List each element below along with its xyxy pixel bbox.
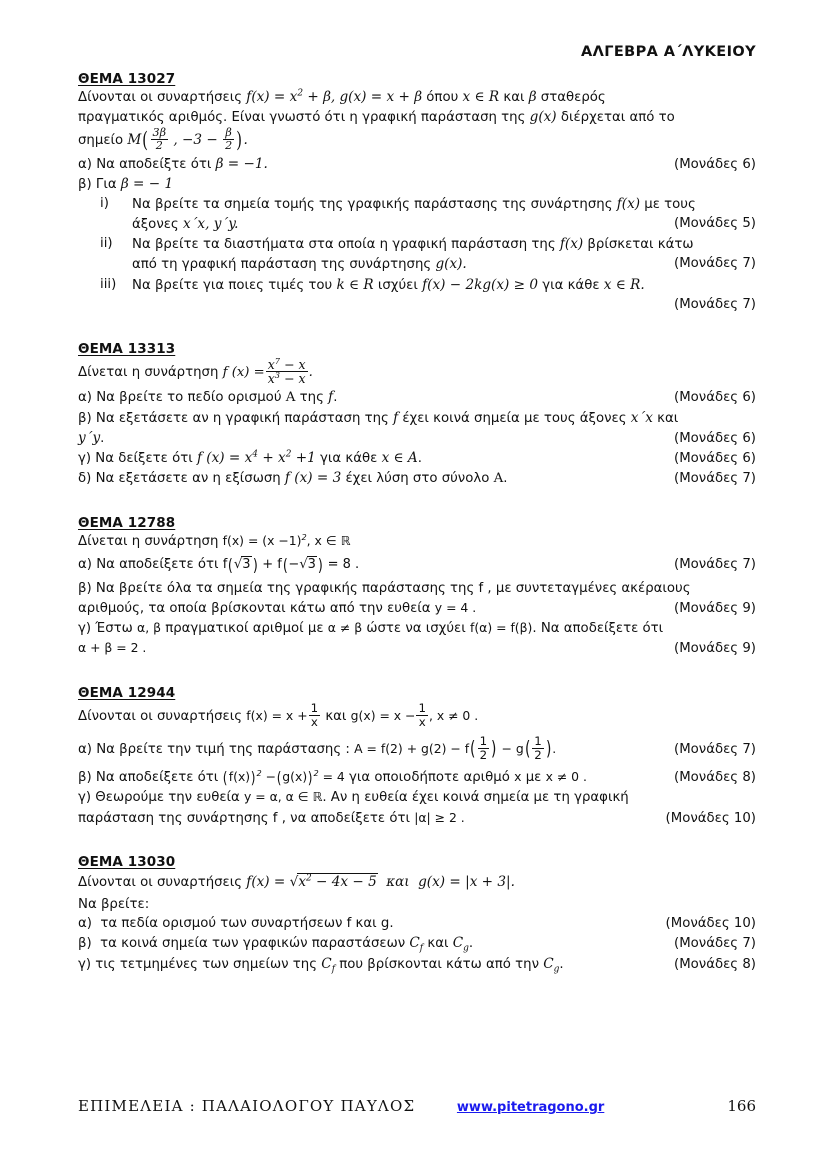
point-y-numerator: β: [225, 126, 232, 140]
roman-numeral: i): [100, 196, 109, 212]
reals-alpha-beta: α, β: [137, 619, 161, 635]
question-text: [78, 429, 104, 449]
sub-question-iii: [78, 276, 756, 296]
sub-text: για κάθε: [542, 277, 600, 293]
point-m-line: [78, 128, 756, 154]
curve-Cg-symbol: [543, 955, 560, 975]
point-x-numerator: 3β: [152, 126, 167, 140]
function-f-definition: $f(x) = (x -1)^2$, x ∈ ℝ: [222, 532, 351, 549]
axis-xx-symbol: x΄x: [630, 409, 653, 426]
item-text: .: [100, 430, 105, 446]
question-item-beta: [78, 934, 756, 954]
expression-A: A = f(2) + g(2) − f( $\frac{1}{2}$ ) − g( $\frac{1}{2}$ ).: [354, 734, 557, 762]
question-item-beta: [78, 768, 756, 788]
sub-text: με τους: [644, 197, 696, 213]
item-label: α): [78, 156, 92, 172]
question-item-beta: [78, 175, 756, 195]
theme-title: ΘΕΜΑ 12788: [78, 515, 176, 532]
sub-question-line-cont: [132, 215, 756, 235]
marks-label: (Μονάδες 10): [665, 915, 756, 931]
theme-statement: [78, 871, 756, 895]
item-text: Να αποδείξετε ότι: [95, 770, 219, 786]
footer-credit: ΕΠΙΜΕΛΕΙΑ : ΠΑΛΑΙΟΛΟΓΟΥ ΠΑΥΛΟΣ: [78, 1097, 416, 1115]
radicand: $x^2 - 4x - 5$: [298, 873, 377, 891]
function-f-definition: [246, 701, 321, 729]
curve-subscript: g: [463, 943, 469, 954]
fraction-numerator: 1: [534, 734, 542, 749]
function-f-expression: $f(x) = x^2 + \beta$,: [246, 88, 336, 105]
item-text: πραγματικοί αριθμοί με: [165, 620, 324, 636]
question-item-beta-cont: [78, 599, 756, 619]
item-text: για οποιοδήποτε αριθμό: [349, 770, 510, 786]
function-symbol: f: [393, 409, 399, 426]
footer-link-wrapper: [415, 1096, 716, 1115]
question-item-beta: [78, 580, 756, 599]
point-x-denominator: 2: [151, 139, 169, 152]
curve-letter: C: [409, 935, 420, 952]
question-item-alpha: [78, 915, 756, 934]
item-text: .: [468, 936, 474, 952]
item-label: γ): [78, 451, 92, 467]
item-math: β = −1.: [215, 155, 268, 172]
theme-title: ΘΕΜΑ 12944: [78, 684, 176, 701]
statement-text: διέρχεται από το: [560, 110, 675, 126]
sub-math-axes: x΄x, y΄y.: [182, 215, 239, 232]
f-alpha-equals-f-beta: f(α) = f(β): [469, 619, 533, 635]
theme-title: ΘΕΜΑ 13030: [78, 854, 176, 871]
curve-letter: C: [543, 955, 554, 972]
item-label: γ): [78, 956, 92, 972]
sub-math: f(x): [559, 236, 584, 253]
statement-text: σταθερός: [540, 90, 606, 105]
item-text: .: [333, 390, 338, 406]
alpha-plus-beta: α + β = 2 .: [78, 640, 147, 656]
sub-text: Να βρείτε για ποιες τιμές του: [132, 277, 333, 293]
roman-numeral: ii): [100, 236, 113, 252]
question-text: [78, 449, 422, 469]
domain-set-symbol: Α: [493, 471, 504, 487]
question-item-gamma: [78, 449, 756, 469]
question-item-alpha: [78, 552, 756, 579]
function-g-definition: [350, 701, 479, 729]
item-text: και: [427, 936, 449, 952]
item-text: αριθμούς, τα οποία βρίσκονται κάτω από την ευθεία: [78, 600, 431, 616]
item-math-identity: f(√3 ) + f(−√3 ) = 8 .: [222, 554, 360, 575]
theme-title: ΘΕΜΑ 13313: [78, 340, 176, 357]
item-text: Να βρείτε την τιμή της παράστασης :: [96, 742, 350, 758]
conjunction-kai: και: [386, 874, 410, 891]
marks-label: (Μονάδες 7): [674, 936, 756, 952]
expression-mid: − g: [501, 741, 524, 757]
theme-statement: [78, 355, 756, 388]
item-text: . Αν η ευθεία έχει κοινά σημεία με τη γραφική: [322, 790, 629, 806]
item-text: . Να αποδείξετε ότι: [532, 620, 664, 636]
statement-text: Δίνεται η συνάρτηση: [78, 364, 219, 380]
statement-text: και: [503, 90, 525, 105]
sub-text: άξονες: [132, 216, 179, 232]
sub-question-line: [132, 235, 756, 255]
item-text: Να εξετάσετε αν η γραφική παράσταση της: [95, 410, 389, 426]
marks-label: (Μονάδες 6): [674, 451, 756, 467]
statement-text: Να βρείτε:: [78, 896, 150, 912]
marks-label: (Μονάδες 8): [674, 770, 756, 786]
marks-label: (Μονάδες 5): [674, 215, 756, 231]
point-m-label: M: [127, 132, 142, 149]
sub-text: ισχύει: [377, 277, 418, 293]
item-text: με: [525, 770, 542, 786]
footer-website-link[interactable]: www.pitetragono.gr: [456, 1100, 605, 1115]
statement-text: Δίνονται οι συναρτήσεις: [78, 708, 243, 724]
item-text: ώστε να ισχύει: [366, 620, 466, 636]
question-item-gamma: [78, 619, 756, 639]
question-item-gamma-cont: [78, 639, 756, 659]
question-text: [78, 809, 465, 829]
item-label: α): [78, 557, 92, 573]
document-header-title: ΑΛΓΕΒΡΑ Α΄ΛΥΚΕΙΟΥ: [580, 44, 756, 60]
sub-text: Να βρείτε τα διαστήματα στα οποία η γραφική παράσταση της: [132, 237, 556, 253]
sub-question-line-cont: [132, 255, 756, 275]
g-tail: , x ≠ 0 .: [428, 707, 479, 723]
curve-Cf-symbol: [409, 935, 424, 954]
curve-subscript: f: [331, 964, 336, 975]
constraint-x-neq-0: x ≠ 0 .: [545, 769, 587, 785]
point-y-denominator: 2: [225, 138, 233, 152]
sub-question-line: [132, 195, 756, 215]
item-text: Θεωρούμε την ευθεία: [95, 790, 240, 806]
item-text: .: [417, 451, 422, 467]
item-text: Έστω: [95, 620, 133, 636]
expression-tail: .: [552, 741, 557, 757]
item-text: για κάθε: [320, 451, 378, 467]
question-text: [78, 934, 473, 954]
fraction-numerator: 1: [479, 734, 488, 749]
question-item-beta: [78, 409, 756, 429]
item-math-domain: x ∈ Α: [381, 450, 418, 467]
sub-line-text: [132, 215, 238, 235]
page-number: 166: [727, 1097, 756, 1115]
question-item-alpha: [78, 388, 756, 408]
identity-expression: $(f(x))^2 -(g(x))^2 = 4$: [223, 767, 345, 787]
item-text: και: [657, 410, 679, 426]
statement-text: πραγματικός αριθμός. Είναι γνωστό ότι η γραφική παράσταση της: [78, 110, 526, 126]
fraction-numerator: $x^7 - x$: [267, 355, 306, 372]
sub-math-inequality: f(x) − 2kg(x) ≥ 0: [422, 276, 538, 293]
question-text: [78, 733, 556, 768]
curve-Cg-symbol: [452, 935, 469, 954]
sub-question-i: [78, 195, 756, 235]
marks-label: (Μονάδες 6): [674, 430, 756, 446]
item-text: .: [559, 956, 564, 972]
item-text: έχει κοινά σημεία με τους άξονες: [402, 410, 627, 426]
fraction-denominator: $x^3 - x$: [267, 369, 306, 387]
marks-label: (Μονάδες 9): [674, 600, 756, 616]
f-lead: f (x) =: [222, 364, 265, 380]
item-label: γ): [78, 620, 92, 636]
item-label: β): [78, 176, 92, 192]
theme-block-12788: [78, 515, 756, 659]
point-m-coordinates: ( $\frac{3\beta}{2}$ , −3 − $\frac{\beta}{2}$ ).: [142, 126, 248, 153]
question-item-beta-cont: [78, 429, 756, 449]
fraction-numerator: 1: [310, 701, 319, 716]
fraction-denominator: 2: [534, 747, 542, 762]
item-text: Για: [95, 176, 117, 192]
marks-label: (Μονάδες 8): [674, 956, 756, 972]
item-text: έχει λύση στο σύνολο: [345, 471, 490, 487]
expression-lead: A = f(2) + g(2) − f: [354, 741, 470, 757]
item-text: Να αποδείξτε ότι: [96, 156, 212, 172]
item-text: τα κοινά σημεία των γραφικών παραστάσεων: [100, 936, 406, 952]
theme-statement: [78, 702, 756, 733]
point-y-lead: −3 −: [182, 132, 218, 149]
question-text: [78, 955, 564, 975]
sub-text: από τη γραφική παράσταση της συνάρτησης: [132, 257, 432, 273]
roman-numeral: iii): [100, 276, 117, 292]
fraction-numerator: 1: [418, 701, 426, 716]
f-lead: f(x) = x +: [246, 707, 308, 723]
marks-label: (Μονάδες 7): [674, 557, 756, 573]
marks-label: (Μονάδες 6): [674, 390, 756, 406]
page-content: [78, 44, 756, 978]
line-equation: y = 4 .: [434, 599, 477, 615]
alpha-neq-beta: α ≠ β: [327, 619, 363, 635]
item-math-identity: f $(x) = x^4 + x^2 +1$: [196, 449, 316, 467]
theme-statement: [78, 88, 756, 108]
item-text: Να εξετάσετε αν η εξίσωση: [95, 471, 281, 487]
marks-label: (Μονάδες 7): [674, 471, 756, 487]
sub-math-g: g(x).: [435, 256, 467, 273]
item-math: β = − 1: [120, 175, 174, 192]
theme-block-13027: [78, 71, 756, 315]
item-label: β): [78, 580, 92, 596]
fraction-denominator: 2: [479, 747, 488, 762]
function-g-symbol: g(x): [529, 109, 557, 126]
question-text: [78, 469, 508, 489]
item-label: γ): [78, 790, 92, 806]
item-label: α): [78, 390, 92, 406]
domain-x-in-R: x ∈ R: [462, 89, 500, 105]
sub-text: βρίσκεται κάτω: [587, 237, 694, 253]
f-tail: .: [308, 364, 313, 380]
item-text: Να βρείτε το πεδίο ορισμού: [96, 390, 282, 406]
marks-label: (Μονάδες 9): [674, 641, 756, 657]
statement-text: όπου: [426, 90, 459, 105]
item-label: β): [78, 410, 92, 426]
question-text: [78, 155, 268, 175]
statement-text: Δίνονται οι συναρτήσεις: [78, 875, 243, 891]
curve-subscript: f: [419, 943, 424, 954]
item-text: Να δείξετε ότι: [95, 451, 193, 467]
curve-subscript: g: [553, 964, 560, 975]
conjunction-text: και: [325, 708, 347, 724]
item-label: α): [78, 742, 92, 758]
function-f-definition: [222, 355, 313, 387]
sub-question-list: [78, 195, 756, 295]
marks-label: (Μονάδες 7): [674, 742, 756, 758]
theme-block-13313: [78, 341, 756, 490]
sub-question-line: [132, 276, 756, 296]
abs-alpha-inequality: |α| ≥ 2 .: [414, 809, 465, 825]
function-f-definition: $f(x) = √x^2 - 4x - 5$: [246, 873, 377, 891]
question-text: [78, 552, 359, 579]
theme-title: ΘΕΜΑ 13027: [78, 71, 176, 87]
g-lead: g(x) = x −: [350, 707, 416, 723]
marks-label: (Μονάδες 6): [674, 156, 756, 172]
variable-x: x: [514, 769, 522, 785]
marks-label-standalone: (Μονάδες 7): [674, 296, 756, 312]
curve-letter: C: [452, 935, 464, 952]
item-label: δ): [78, 471, 92, 487]
fraction-denominator: x: [416, 715, 428, 728]
item-text: τις τετμημένες των σημείων της: [95, 956, 318, 972]
item-label: α): [78, 915, 92, 931]
question-item-gamma: [78, 955, 756, 975]
statement-text: Δίνεται η συνάρτηση: [78, 534, 219, 550]
constant-beta: β: [528, 89, 537, 105]
theme-statement-cont: [78, 108, 756, 128]
item-math-equation: f (x) = 3: [284, 470, 342, 487]
marks-label: (Μονάδες 7): [674, 256, 756, 272]
axis-yy-symbol: y΄y: [78, 429, 101, 446]
question-text: [78, 639, 146, 659]
item-text: τα πεδία ορισμού των συναρτήσεων f και g.: [100, 915, 394, 931]
question-item-gamma-cont: [78, 809, 756, 829]
sub-question-ii: [78, 235, 756, 275]
question-text: [78, 599, 476, 619]
item-text: παράσταση της συνάρτησης f , να αποδείξετε ότι: [78, 810, 410, 826]
sub-math-domain: x ∈ R.: [603, 276, 645, 293]
domain-set-symbol: Α: [285, 390, 296, 406]
question-text: [78, 768, 587, 788]
question-item-alpha: [78, 155, 756, 175]
question-item-delta: [78, 469, 756, 489]
question-text: [78, 388, 337, 408]
theme-block-13030: [78, 854, 756, 974]
item-text: Να αποδείξετε ότι: [96, 557, 219, 573]
item-text: Να βρείτε όλα τα σημεία της γραφικής παράστασης της f , με συντεταγμένες ακέραιους: [95, 580, 691, 596]
curve-letter: C: [321, 955, 332, 972]
curve-Cf-symbol: [321, 955, 336, 975]
function-g-expression: g(x) = x + β: [339, 89, 423, 105]
item-label: β): [78, 770, 92, 786]
function-symbol: f: [328, 389, 334, 406]
theme-statement-prompt: [78, 896, 756, 915]
sub-math: f(x): [616, 196, 641, 213]
theme-statement: [78, 532, 756, 552]
theme-block-12944: [78, 685, 756, 829]
statement-text: σημείο: [78, 133, 124, 149]
sub-line-text: [132, 255, 467, 275]
sub-math-k: k ∈ R: [336, 276, 374, 293]
item-text: που βρίσκονται κάτω από την: [339, 956, 540, 972]
question-item-alpha: [78, 733, 756, 768]
statement-text: Δίνονται οι συναρτήσεις: [78, 90, 243, 105]
question-text: [78, 915, 394, 934]
sub-text: Να βρείτε τα σημεία τομής της γραφικής παράστασης της συνάρτησης: [132, 197, 613, 213]
item-label: β): [78, 936, 92, 952]
item-text: .: [503, 471, 508, 487]
page-footer: [78, 1096, 756, 1115]
marks-label: (Μονάδες 10): [665, 810, 756, 826]
function-g-definition: g(x) = |x + 3|.: [418, 874, 515, 891]
fraction-denominator: x: [309, 715, 321, 728]
question-item-gamma: [78, 788, 756, 808]
item-text: της: [299, 390, 324, 406]
line-y-equals-alpha: y = α, α ∈ ℝ: [244, 789, 323, 805]
